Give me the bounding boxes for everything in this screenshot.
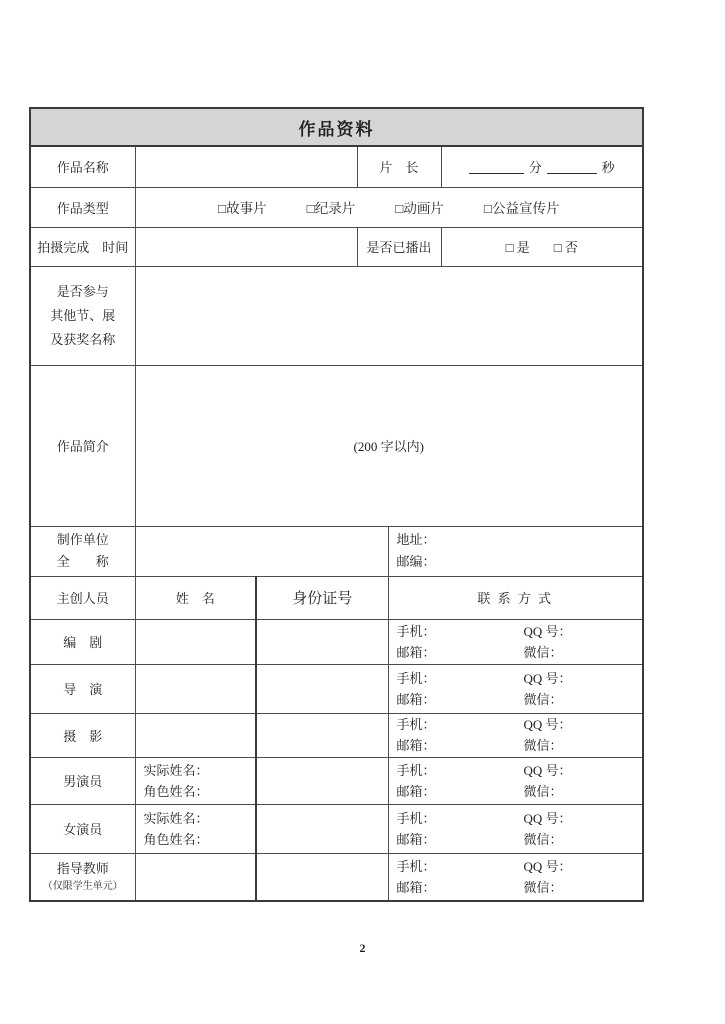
- role-label-director: 导 演: [30, 664, 135, 713]
- work-type-label: 作品类型: [30, 187, 135, 227]
- id-input-cell: [256, 853, 388, 901]
- wechat-label: 微信：: [523, 644, 563, 660]
- broadcast-label: 是否已播出: [357, 227, 441, 266]
- synopsis-label: 作品简介: [30, 365, 135, 526]
- email-label: 邮箱：: [396, 644, 436, 660]
- shoot-time-input-cell: [135, 227, 357, 266]
- checkbox-animation: □动画片: [395, 201, 444, 216]
- phone-label: 手机：: [396, 670, 436, 686]
- duration-value-cell: [441, 146, 643, 187]
- producer-label-line2: 全 称: [56, 554, 109, 569]
- festival-label-line3: 及获奖名称: [50, 331, 116, 347]
- contact-cell: [388, 804, 643, 853]
- phone-label: 手机：: [396, 762, 436, 778]
- wechat-label: 微信：: [523, 691, 563, 707]
- qq-label: QQ 号：: [523, 810, 572, 826]
- broadcast-options-cell: [441, 227, 643, 266]
- checkbox-no: □ 否: [553, 240, 578, 255]
- crew-name-header: 姓 名: [135, 576, 256, 619]
- advisor-label: 指导教师: [56, 860, 109, 876]
- festival-input-cell: [135, 266, 643, 365]
- email-label: 邮箱：: [396, 783, 436, 799]
- qq-label: QQ 号：: [523, 762, 572, 778]
- address-label: 地址：: [396, 532, 436, 547]
- advisor-note-label: （仅限学生单元）: [42, 880, 123, 892]
- name-input-cell: [135, 853, 256, 901]
- role-label-screenwriter: 编 剧: [30, 619, 135, 664]
- qq-label: QQ 号：: [523, 858, 572, 874]
- crew-row-director: [30, 664, 643, 713]
- producer-label: [30, 526, 135, 576]
- checkbox-yes: □ 是: [505, 240, 530, 255]
- role-label-actor-female: 女演员: [30, 804, 135, 853]
- id-input-cell: [256, 619, 388, 664]
- postcode-label: 邮编：: [396, 554, 436, 569]
- crew-row-cinematographer: [30, 713, 643, 757]
- name-input-cell: [135, 713, 256, 757]
- checkbox-documentary: □纪录片: [306, 201, 356, 216]
- actor-name-notes-cell: [135, 804, 256, 853]
- contact-cell: [388, 853, 643, 901]
- producer-label-line1: 制作单位: [56, 532, 109, 547]
- work-name-input-cell: [135, 146, 357, 187]
- actor-name-notes-cell: [135, 757, 256, 804]
- email-label: 邮箱：: [396, 831, 436, 847]
- role-label-actor-male: 男演员: [30, 757, 135, 804]
- character-name-label: 角色姓名：: [143, 831, 209, 847]
- wechat-label: 微信：: [523, 783, 563, 799]
- email-label: 邮箱：: [396, 691, 436, 707]
- wechat-label: 微信：: [523, 738, 563, 753]
- role-label-advisor: [30, 853, 135, 901]
- id-input-cell: [256, 664, 388, 713]
- crew-id-header: 身份证号: [256, 576, 388, 619]
- table-title: 作品资料: [30, 108, 643, 146]
- duration-minutes-blank: [469, 159, 524, 174]
- email-label: 邮箱：: [396, 879, 436, 895]
- work-name-label: 作品名称: [30, 146, 135, 187]
- duration-label: 片 长: [357, 146, 441, 187]
- phone-label: 手机：: [396, 810, 436, 826]
- synopsis-input-cell: (200 字以内): [135, 365, 643, 526]
- name-input-cell: [135, 664, 256, 713]
- crew-group-header: 主创人员: [30, 576, 135, 619]
- shoot-time-label: 拍摄完成 时间: [30, 227, 135, 266]
- checkbox-psa-film: □公益宣传片: [483, 201, 560, 216]
- duration-seconds-blank: [547, 159, 597, 174]
- email-label: 邮箱：: [396, 738, 436, 753]
- qq-label: QQ 号：: [523, 717, 572, 732]
- producer-address-cell: [388, 526, 643, 576]
- contact-cell: [388, 713, 643, 757]
- crew-row-advisor: [30, 853, 643, 901]
- crew-contact-header: 联 系 方 式: [388, 576, 643, 619]
- crew-row-actor-female: [30, 804, 643, 853]
- work-info-table: [29, 107, 644, 902]
- second-unit-label: 秒: [601, 160, 615, 176]
- producer-name-input-cell: [135, 526, 388, 576]
- contact-cell: [388, 664, 643, 713]
- crew-row-actor-male: [30, 757, 643, 804]
- phone-label: 手机：: [396, 623, 436, 639]
- role-label-cinematographer: 摄 影: [30, 713, 135, 757]
- id-input-cell: [256, 804, 388, 853]
- wechat-label: 微信：: [523, 879, 563, 895]
- character-name-label: 角色姓名：: [143, 783, 209, 799]
- name-input-cell: [135, 619, 256, 664]
- qq-label: QQ 号：: [523, 623, 572, 639]
- festival-label-line2: 其他节、展: [50, 307, 116, 323]
- minute-unit-label: 分: [528, 160, 542, 176]
- phone-label: 手机：: [396, 717, 436, 732]
- real-name-label: 实际姓名：: [143, 810, 209, 826]
- contact-cell: [388, 619, 643, 664]
- wechat-label: 微信：: [523, 831, 563, 847]
- festival-label-line1: 是否参与: [56, 283, 109, 299]
- festival-label: [30, 266, 135, 365]
- page-number: 2: [359, 941, 366, 955]
- crew-row-screenwriter: [30, 619, 643, 664]
- id-input-cell: [256, 757, 388, 804]
- phone-label: 手机：: [396, 858, 436, 874]
- checkbox-feature-film: □故事片: [217, 201, 267, 216]
- contact-cell: [388, 757, 643, 804]
- real-name-label: 实际姓名：: [143, 762, 209, 778]
- id-input-cell: [256, 713, 388, 757]
- work-type-options-cell: [135, 187, 643, 227]
- qq-label: QQ 号：: [523, 670, 572, 686]
